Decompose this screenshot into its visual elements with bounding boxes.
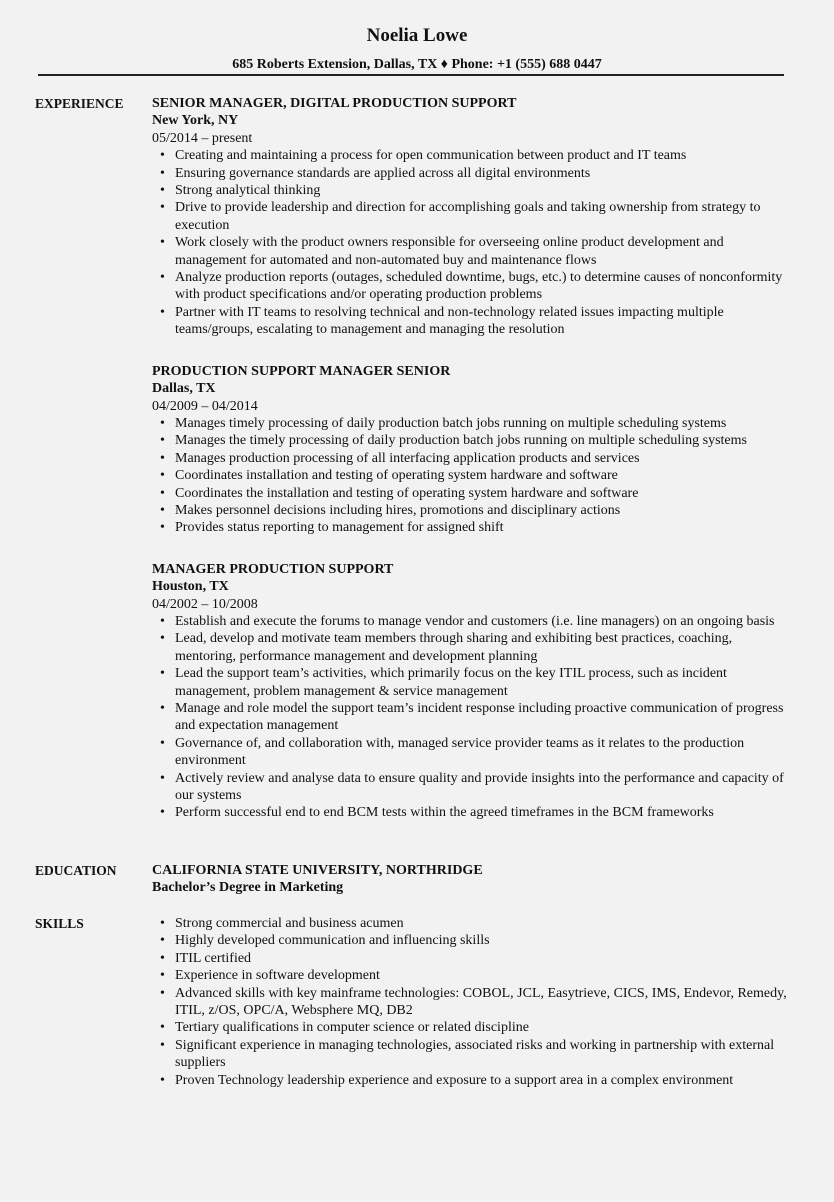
bullet-item: • Ensuring governance standards are applied across all digital environments — [175, 165, 795, 182]
bullet-item: • Perform successful end to end BCM tests within the agreed timeframes in the BCM frameworks — [175, 804, 795, 821]
bullet-item: • Partner with IT teams to resolving technical and non-technology related issues impacting multiple teams/groups, escalating to management and managing the resolution — [175, 304, 795, 339]
skill-item: • Significant experience in managing technologies, associated risks and working in partnership with external suppliers — [175, 1037, 795, 1072]
bullet-item: • Lead the support team’s activities, which primarily focus on the key ITIL process, such as incident management, problem management & service management — [175, 665, 795, 700]
bullet-item: • Actively review and analyse data to ensure quality and provide insights into the performance and capacity of our systems — [175, 770, 795, 805]
skill-item: • Strong commercial and business acumen — [175, 915, 795, 932]
bullet-item: • Manages production processing of all interfacing application products and services — [175, 450, 795, 467]
education-section — [35, 862, 795, 897]
section-label: SKILLS — [35, 916, 84, 931]
school-name: CALIFORNIA STATE UNIVERSITY, NORTHRIDGE — [152, 863, 483, 878]
bullet-item: • Establish and execute the forums to manage vendor and customers (i.e. line managers) on an ongoing basis — [175, 613, 795, 630]
experience-section — [35, 95, 795, 846]
job-entry — [152, 363, 795, 537]
bullet-item: • Drive to provide leadership and direction for accomplishing goals and taking ownership from strategy to execution — [175, 199, 795, 234]
job-list — [152, 95, 795, 822]
job-location: New York, NY — [152, 113, 239, 129]
contact-line: 685 Roberts Extension, Dallas, TX ♦ Phone: +1 (555) 688 0447 — [232, 57, 602, 72]
skill-item: • Highly developed communication and influencing skills — [175, 932, 795, 949]
bullet-item: • Creating and maintaining a process for open communication between product and IT teams — [175, 147, 795, 164]
job-title: MANAGER PRODUCTION SUPPORT — [152, 561, 394, 577]
bullet-item: • Work closely with the product owners responsible for overseeing online product development and management for automated and non-automated buy and maintenance flows — [175, 234, 795, 269]
bullet-item: • Provides status reporting to management for assigned shift — [175, 519, 795, 536]
job-bullets — [152, 613, 795, 822]
job-entry — [152, 95, 795, 339]
candidate-name: Noelia Lowe — [366, 25, 468, 46]
bullet-item: • Coordinates the installation and testing of operating system hardware and software — [175, 485, 795, 502]
job-dates: 04/2009 – 04/2014 — [152, 398, 258, 414]
job-title: PRODUCTION SUPPORT MANAGER SENIOR — [152, 363, 451, 379]
job-location: Houston, TX — [152, 579, 229, 595]
skill-item: • Proven Technology leadership experience and exposure to a support area in a complex environment — [175, 1072, 795, 1089]
job-title: SENIOR MANAGER, DIGITAL PRODUCTION SUPPORT — [152, 96, 517, 111]
bullet-item: • Coordinates installation and testing of operating system hardware and software — [175, 467, 795, 484]
skill-item: • Advanced skills with key mainframe technologies: COBOL, JCL, Easytrieve, CICS, IMS, Endevor, Remedy, ITIL, z/OS, OPC/A, Websphere MQ, DB2 — [175, 985, 795, 1020]
bullet-item: • Governance of, and collaboration with, managed service provider teams as it relates to the production environment — [175, 735, 795, 770]
job-bullets — [152, 147, 795, 338]
section-label: EXPERIENCE — [35, 96, 124, 111]
bullet-item: • Manage and role model the support team’s incident response including proactive communication of progress and expectation management — [175, 700, 795, 735]
bullet-item: • Manages the timely processing of daily production batch jobs running on multiple scheduling systems — [175, 432, 795, 449]
bullet-item: • Manages timely processing of daily production batch jobs running on multiple scheduling systems — [175, 415, 795, 432]
skill-item: • ITIL certified — [175, 950, 795, 967]
section-label: EDUCATION — [35, 863, 117, 878]
degree: Bachelor’s Degree in Marketing — [152, 880, 344, 896]
bullet-item: • Lead, develop and motivate team members through sharing and exhibiting best practices, coaching, mentoring, performance management and development planning — [175, 630, 795, 665]
job-dates: 05/2014 – present — [152, 130, 253, 146]
skills-list — [152, 915, 795, 1089]
bullet-item: • Analyze production reports (outages, scheduled downtime, bugs, etc.) to determine causes of nonconformity with product specifications and/or operating production problems — [175, 269, 795, 304]
job-location: Dallas, TX — [152, 381, 216, 397]
skill-item: • Tertiary qualifications in computer science or related discipline — [175, 1019, 795, 1036]
job-dates: 04/2002 – 10/2008 — [152, 596, 258, 612]
bullet-item: • Makes personnel decisions including hires, promotions and disciplinary actions — [175, 502, 795, 519]
job-entry — [152, 561, 795, 822]
job-bullets — [152, 415, 795, 537]
bullet-item: • Strong analytical thinking — [175, 182, 795, 199]
skill-item: • Experience in software development — [175, 967, 795, 984]
header-divider — [38, 74, 784, 76]
skills-section — [35, 915, 795, 1089]
